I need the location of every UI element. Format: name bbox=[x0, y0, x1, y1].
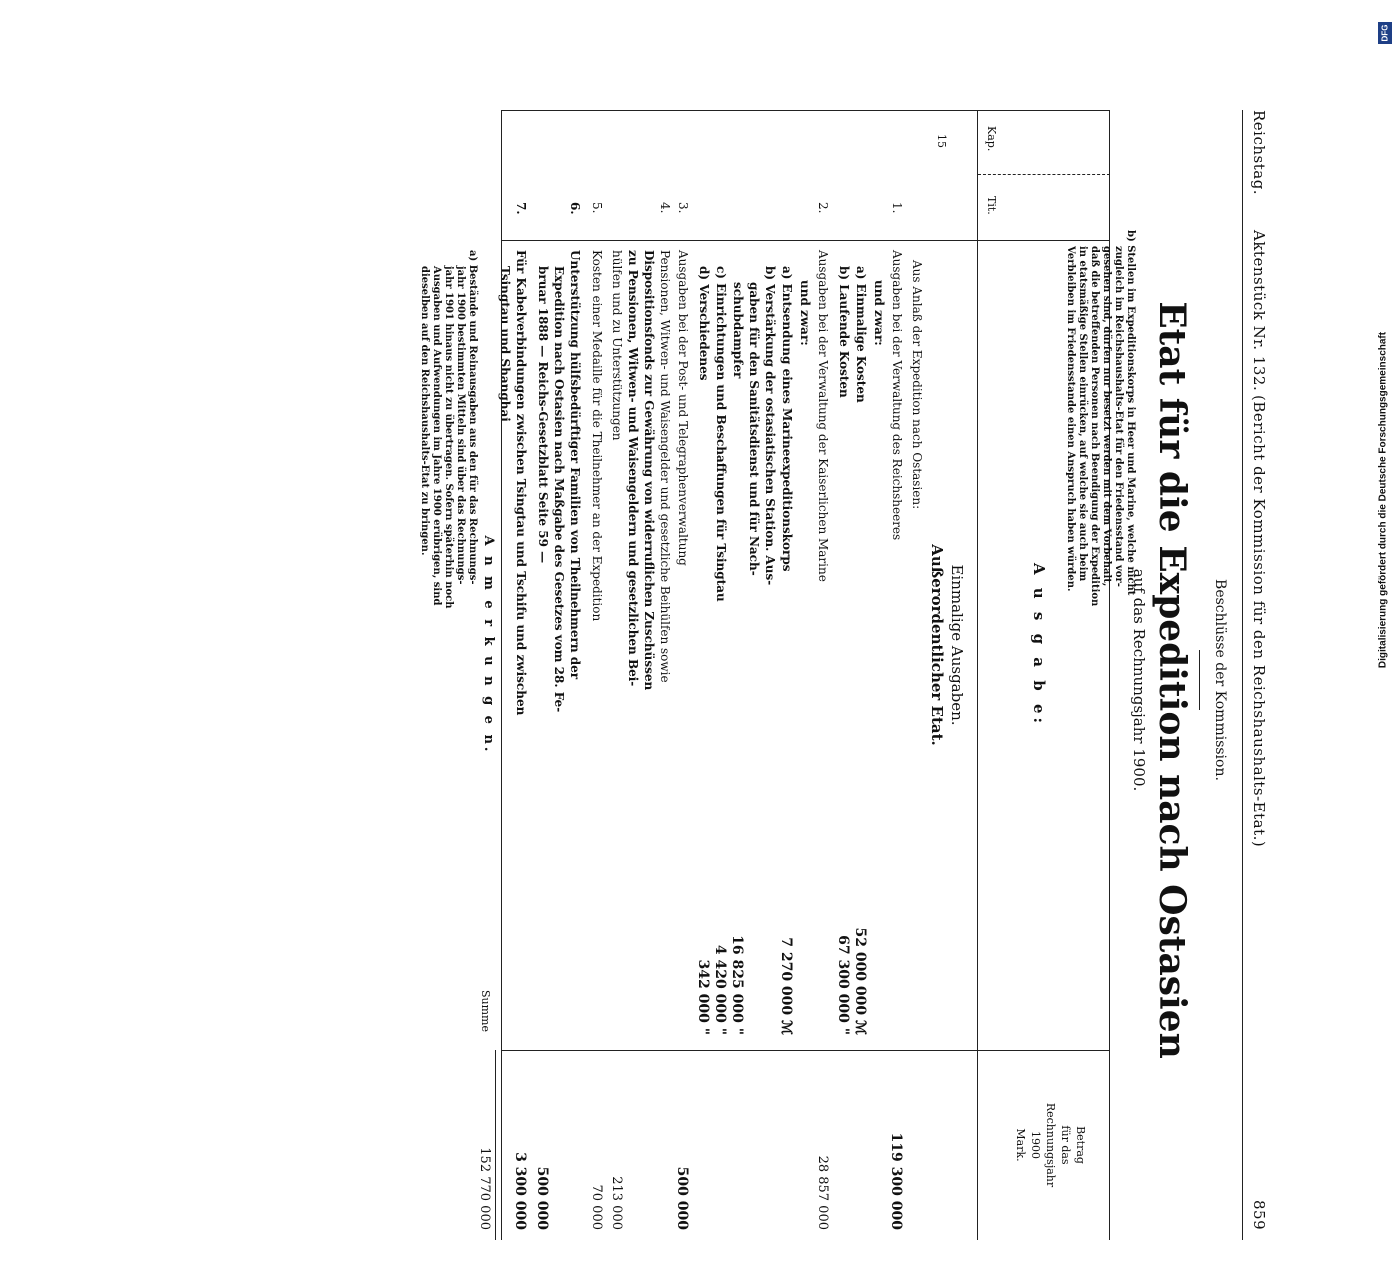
anmerkungen-b-container bbox=[1060, 230, 1140, 750]
anm-b6: Verbleiben im Friedensstande einen Anspruch haben würden. bbox=[1065, 246, 1076, 592]
t2c: c) Einrichtungen und Beschaffungen für Tsingtau bbox=[714, 266, 728, 602]
row-t4-4: hülfen und zu Unterstützungen bbox=[610, 250, 624, 441]
col-ausgabe: A u s g a b e: bbox=[1030, 562, 1048, 728]
credit-text: Digitalisierung gefördert durch die Deutsche Forschungsgemeinschaft bbox=[1377, 331, 1389, 669]
t2-zwar: und zwar: bbox=[798, 280, 812, 346]
col-betrag bbox=[1013, 1050, 1088, 1240]
tit-sep bbox=[502, 240, 1110, 241]
anm-b5: in etatsmäßige Stellen einrücken, auf welche sie auch beim bbox=[1077, 246, 1088, 582]
section-ausserordentlich: Außerordentlicher Etat. bbox=[928, 544, 946, 746]
t2-total: 28 857 000 bbox=[815, 1155, 830, 1230]
header-center: Aktenstück Nr. 132. bbox=[1250, 230, 1268, 392]
page-number: 859 bbox=[1250, 1200, 1268, 1231]
t2b-1: b) Verstärkung der ostasiatischen Station. Aus- bbox=[763, 266, 777, 586]
kap-number: 15 bbox=[935, 134, 948, 148]
tit-1: 1. bbox=[890, 202, 904, 214]
anmerkungen-heading: A n m e r k u n g e n. bbox=[481, 535, 496, 755]
t5-total: 70 000 bbox=[589, 1184, 604, 1230]
subtitle: Beschlüsse der Kommission. bbox=[1212, 579, 1228, 781]
table-left-rule bbox=[502, 110, 1110, 111]
tit-7: 7. bbox=[514, 202, 528, 215]
row-t7-1: Für Kabelverbindungen zwischen Tsingtau und Tschifu und zwischen bbox=[514, 250, 528, 716]
header-left: Reichstag. bbox=[1250, 110, 1268, 196]
row-t1: Ausgaben bei der Verwaltung des Reichsheeres bbox=[890, 250, 904, 541]
anm-a3: jahr 1901 hinaus nicht zu übertragen. Sofern späterhin noch bbox=[443, 266, 454, 609]
t1a-val: 52 000 000 ℳ bbox=[852, 927, 868, 1035]
anm-b3: gesehen sind, dürfen nur besetzt werden mit dem Vorbehalt, bbox=[1101, 246, 1112, 587]
summe-value: 152 770 000 bbox=[477, 1147, 492, 1230]
col-tit: Tit. bbox=[985, 196, 998, 215]
t2c-val: 4 420 000 " bbox=[712, 944, 728, 1035]
anm-a1: a) Bestände und Reinausgaben aus den für das Rechnungs- bbox=[467, 250, 478, 585]
t2a: a) Entsendung eines Marineexpeditionskorps bbox=[780, 266, 794, 572]
anm-a5: dieselben auf den Reichshaushalts-Etat zu bringen. bbox=[419, 266, 430, 556]
anmerkungen-b-block bbox=[1064, 230, 1136, 750]
t1a: a) Einmalige Kosten bbox=[854, 266, 868, 403]
betrag-line-5: Mark. bbox=[1014, 1128, 1027, 1162]
anm-b1: b) Stellen im Expeditionskorps in Heer und Marine, welche nicht bbox=[1125, 230, 1136, 596]
t2d-val: 342 000 " bbox=[695, 959, 711, 1035]
tit-2: 2. bbox=[816, 202, 830, 214]
summe-label: Summe bbox=[479, 990, 492, 1032]
anm-b2: zugleich im Reichshaushalts-Etat für den Friedensstand vor- bbox=[1113, 246, 1124, 587]
tit-3: 3. bbox=[676, 202, 690, 214]
t2b-3: schubdampfer bbox=[731, 282, 745, 379]
table-head-rule bbox=[977, 110, 978, 1240]
page-title-sub: auf das Rechnungsjahr 1900. bbox=[1130, 568, 1148, 792]
tit-5: 5. bbox=[590, 202, 604, 214]
row-t6-1: Unterstützung hülfsbedürftiger Familien von Theilnehmern der bbox=[568, 250, 582, 680]
row-t4-2: Dispositionsfonds zur Gewährung von widerruflichen Zuschüssen bbox=[642, 250, 656, 691]
betrag-line-3: Rechnungsjahr bbox=[1044, 1102, 1057, 1188]
summe-rule bbox=[495, 1050, 496, 1240]
anmerkungen-block bbox=[418, 250, 478, 1050]
digitization-credit bbox=[1368, 20, 1397, 980]
t6-total: 500 000 bbox=[534, 1166, 550, 1230]
betrag-line-1: Betrag bbox=[1074, 1126, 1087, 1164]
row-t2: Ausgaben bei der Verwaltung der Kaiserlichen Marine bbox=[816, 250, 830, 582]
row-t3: Ausgaben bei der Post- und Telegraphenverwaltung bbox=[676, 250, 690, 566]
anm-a4: Ausgaben und Aufwendungen im Jahre 1900 erübrigen, sind bbox=[431, 266, 442, 606]
row-t6-2: Expedition nach Ostasien nach Maßgabe des Gesetzes vom 28. Fe- bbox=[552, 266, 566, 713]
t4-total: 213 000 bbox=[609, 1176, 624, 1230]
t7-total: 3 300 000 bbox=[512, 1152, 528, 1230]
header-rule bbox=[1242, 110, 1243, 1240]
col-kap: Kap. bbox=[985, 126, 998, 152]
t2b-val: 16 825 000 " bbox=[729, 935, 745, 1035]
header-bericht: (Bericht der Kommission für den Reichshaushalts-Etat.) bbox=[1250, 395, 1268, 848]
dfg-logo-text: DFG bbox=[1380, 24, 1390, 42]
tit-6: 6. bbox=[568, 202, 582, 215]
t1-total: 119 300 000 bbox=[888, 1132, 904, 1230]
row-t5: Kosten einer Medaille für die Theilnehmer an der Expedition bbox=[590, 250, 604, 622]
betrag-line-2: für das bbox=[1059, 1125, 1072, 1165]
t3-total: 500 000 bbox=[674, 1166, 690, 1230]
t1-zwar: und zwar: bbox=[872, 280, 886, 346]
section-einmalig: Einmalige Ausgaben. bbox=[948, 564, 966, 726]
anm-b4: daß die betreffenden Personen nach Beendigung der Expedition bbox=[1089, 246, 1100, 607]
page-title: Etat für die Expedition nach Ostasien bbox=[1151, 301, 1193, 1059]
t2d: d) Verschiedenes bbox=[697, 266, 711, 381]
row-intro: Aus Anlaß der Expedition nach Ostasien: bbox=[910, 260, 924, 510]
betrag-line-4: 1900 bbox=[1029, 1131, 1042, 1159]
row-t4-3: zu Pensionen, Witwen- und Waisengeldern und gesetzlichen Bei- bbox=[626, 250, 640, 687]
t1b-val: 67 300 000 " bbox=[835, 935, 851, 1035]
t2a-val: 7 270 000 ℳ bbox=[778, 937, 794, 1035]
t1b: b) Laufende Kosten bbox=[837, 266, 851, 398]
table-bottom-rule bbox=[501, 110, 502, 1240]
row-t7-2: Tsingtau und Shanghai bbox=[498, 266, 512, 422]
subtitle-rule bbox=[1199, 650, 1200, 710]
anm-a2: jahr 1900 bestimmten Mitteln sind über das Rechnungs- bbox=[455, 266, 466, 585]
row-t6-3: bruar 1888 — Reichs-Gesetzblatt Seite 59 — bbox=[536, 266, 550, 564]
tit-4: 4. bbox=[658, 202, 672, 214]
t2b-2: gaben für den Sanitätsdienst und für Nach- bbox=[747, 282, 761, 576]
row-t4-1: Pensionen, Witwen- und Waisengelder und gesetzliche Beihülfen sowie bbox=[658, 250, 672, 683]
kap-sep bbox=[978, 174, 1110, 175]
